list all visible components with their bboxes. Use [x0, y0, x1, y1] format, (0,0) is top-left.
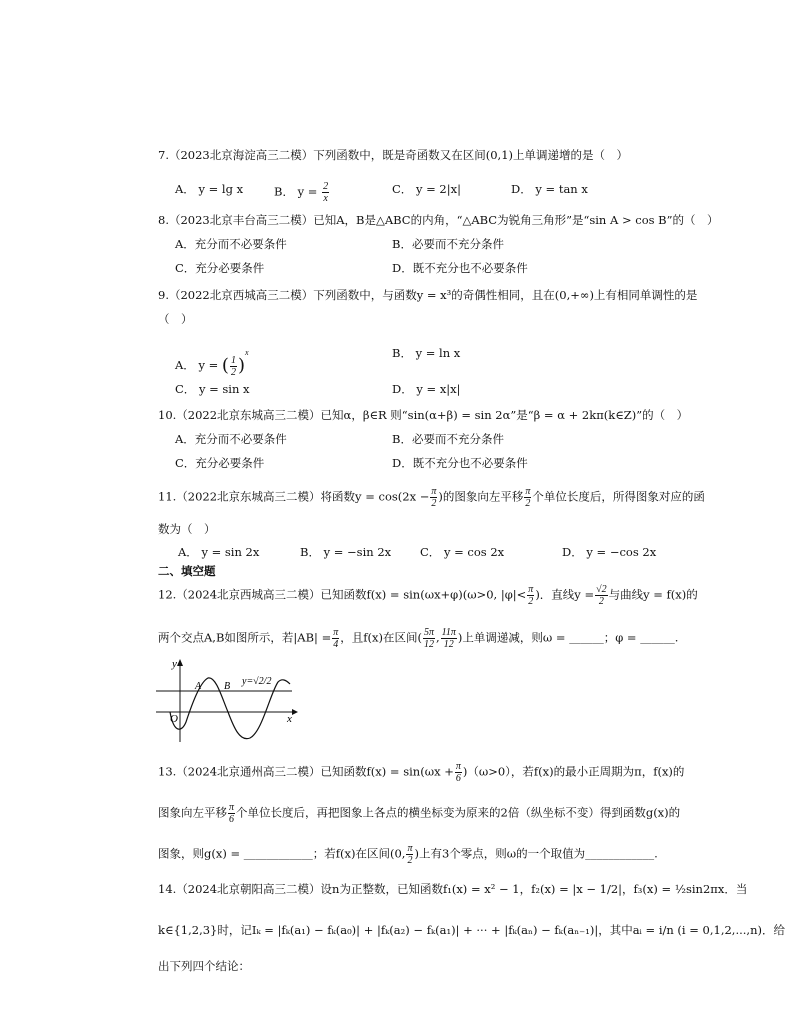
q11-frac-shift [524, 486, 531, 509]
q13-stem-a: 13.（2024北京通州高三二模）已知函数f(x) = sin(ωx + [158, 764, 454, 779]
q12-line2 [158, 627, 678, 650]
paren-right: ) [237, 355, 245, 376]
q12-graph [152, 654, 302, 744]
q10-option-d: D．既不充分也不必要条件 [392, 456, 528, 470]
q11-stem-a: 11.（2022北京东城高三二模）将函数y = cos(2x − [158, 489, 430, 504]
paren-left: ( [221, 355, 229, 376]
q7-stem: 7.（2023北京海淀高三二模）下列函数中，既是奇函数又在区间(0,1)上单调递增的是（ ） [158, 148, 628, 162]
section-title: 二、填空题 [158, 564, 216, 578]
q9-option-d: D． y = x|x| [392, 382, 461, 396]
frac-den: 2 [407, 855, 413, 866]
q7-option-c: C． y = 2|x| [392, 182, 461, 196]
q8-option-b: B．必要而不充分条件 [392, 237, 504, 251]
q11-stem-c: 个单位长度后，所得图象对应的函 [532, 489, 705, 504]
q12-stem [158, 584, 698, 607]
frac-num: 5π [423, 627, 434, 638]
frac-num: π [528, 584, 534, 595]
frac-num: π [229, 802, 235, 813]
frac-num: 2 [323, 181, 329, 192]
q12-frac-5pi-12 [423, 627, 435, 650]
q12-frac-pi-2 [527, 584, 534, 607]
q7-option-b-fraction [322, 181, 329, 204]
q9-option-c: C． y = sin x [175, 382, 250, 396]
frac-num: 1 [230, 354, 236, 366]
q7-option-b [274, 181, 330, 204]
frac-num: π [525, 486, 531, 497]
frac-num: π [333, 627, 339, 638]
frac-den: x [323, 193, 328, 204]
frac-den: 6 [229, 814, 234, 825]
q13-line3 [158, 843, 658, 866]
q12-frac-root2-2 [595, 584, 608, 607]
q14-stem: 14.（2024北京朝阳高三二模）设n为正整数，已知函数f₁(x) = x² − 1，f₂(x) = |x − 1/2|，f₃(x) = ½sin2πx．当 [158, 882, 748, 896]
q8-option-a: A．充分而不必要条件 [175, 237, 287, 251]
frac-den: 4 [333, 639, 339, 650]
line-label: y=√2/2 [242, 676, 272, 687]
q8-option-c: C．充分必要条件 [175, 261, 265, 275]
q13-line2 [158, 802, 680, 825]
q9-stem: 9.（2022北京西城高三二模）下列函数中，与函数y = x³的奇偶性相同，且在(0,+∞)上有相同单调性的是 [158, 288, 698, 302]
q7-option-a: A． y = lg x [175, 182, 244, 196]
q12-line2-c: , [435, 630, 440, 645]
q9-option-b: B． y = ln x [392, 346, 461, 360]
y-axis-arrow-icon [177, 659, 183, 666]
q11-option-c: C． y = cos 2x [420, 545, 505, 559]
q13-line2-b: 个单位长度后，再把图象上各点的横坐标变为原来的2倍（纵坐标不变）得到函数g(x)的 [236, 805, 681, 820]
q11-stem-b: )的图象向左平移 [438, 489, 524, 504]
q13-line3-a: 图象，则g(x) = ____________；若f(x)在区间(0, [158, 846, 406, 861]
q13-stem [158, 761, 684, 784]
q11-option-b: B． y = −sin 2x [300, 545, 392, 559]
q12-line2-d: )上单调递减，则ω = ______；φ = ______. [457, 630, 679, 645]
q12-stem-a: 12.（2024北京西城高三二模）已知函数f(x) = sin(ωx+φ)(ω>0, |φ|< [158, 587, 527, 602]
q11-option-a: A． y = sin 2x [178, 545, 260, 559]
q12-frac-11pi-12 [441, 627, 457, 650]
frac-den: 12 [423, 639, 434, 650]
frac-num: π [455, 761, 461, 772]
q7-option-b-prefix: B． y = [274, 184, 318, 199]
q9-option-a-prefix: A． y = [175, 358, 219, 372]
frac-den: 2 [230, 366, 236, 378]
point-b-label: B [224, 681, 231, 692]
q13-line3-b: )上有3个零点，则ω的一个取值为____________. [414, 846, 658, 861]
q13-stem-b: )（ω>0），若f(x)的最小正周期为π，f(x)的 [462, 764, 685, 779]
frac-den: 2 [431, 498, 437, 509]
q13-frac-pi-2 [406, 843, 413, 866]
x-axis-label: x [287, 713, 292, 725]
q12-frac-pi-4 [332, 627, 339, 650]
frac-den: 2 [598, 596, 604, 607]
q11-stem-cont: 数为（ ） [158, 522, 216, 536]
q7-option-d: D． y = tan x [511, 182, 588, 196]
q14-line2: k∈{1,2,3}时，记Iₖ = |fₖ(a₁) − fₖ(a₀)| + |fₖ(a₂) − fₖ(a₁)| + ··· + |fₖ(aₙ) − fₖ(aₙ₋₁)|，其中aᵢ = i/n (i = 0,1,2,...,n)．给 [158, 923, 785, 937]
q10-option-b: B．必要而不充分条件 [392, 432, 504, 446]
q10-option-a: A．充分而不必要条件 [175, 432, 287, 446]
q13-frac-shift [228, 802, 235, 825]
frac-num: π [407, 843, 413, 854]
frac-num: √2 [596, 584, 607, 595]
q13-line2-a: 图象向左平移 [158, 805, 227, 820]
q8-option-d: D．既不充分也不必要条件 [392, 261, 528, 275]
q14-line3: 出下列四个结论： [158, 959, 250, 973]
q9-option-a-fraction [230, 355, 237, 378]
q9-option-a: A． y = ( $\frac{1}{2}$ )$^x$ [175, 348, 249, 378]
q10-stem: 10.（2022北京东城高三二模）已知α，β∈R 则“sin(α+β) = sin 2α”是“β = α + 2kπ(k∈Z)”的（ ） [158, 408, 689, 422]
frac-den: 2 [528, 596, 534, 607]
origin-label: O [170, 713, 178, 725]
frac-num: π [431, 486, 437, 497]
q9-stem-cont: （ ） [158, 312, 193, 326]
frac-den: 6 [455, 773, 461, 784]
q11-stem [158, 486, 705, 509]
q12-line2-a: 两个交点A,B如图所示，若|AB| = [158, 630, 332, 645]
frac-num: 11π [441, 627, 456, 638]
q11-option-d: D． y = −cos 2x [562, 545, 657, 559]
q8-stem: 8.（2023北京丰台高三二模）已知A，B是△ABC的内角，“△ABC为锐角三角形”是“sin A > cos B”的（ ） [158, 213, 719, 227]
q10-option-c: C．充分必要条件 [175, 456, 265, 470]
x-axis-arrow-icon [292, 709, 298, 715]
q12-stem-b: )．直线y = [535, 587, 595, 602]
frac-den: 2 [525, 498, 531, 509]
point-a-label: A [195, 681, 202, 692]
frac-den: 12 [443, 639, 454, 650]
q11-frac-pi-2 [430, 486, 437, 509]
q12-line2-b: ，且f(x)在区间( [340, 630, 422, 645]
q12-stem-c: 与曲线y = f(x)的 [608, 587, 698, 602]
q13-frac-pi-6 [455, 761, 462, 784]
y-axis-label: y [172, 658, 177, 670]
